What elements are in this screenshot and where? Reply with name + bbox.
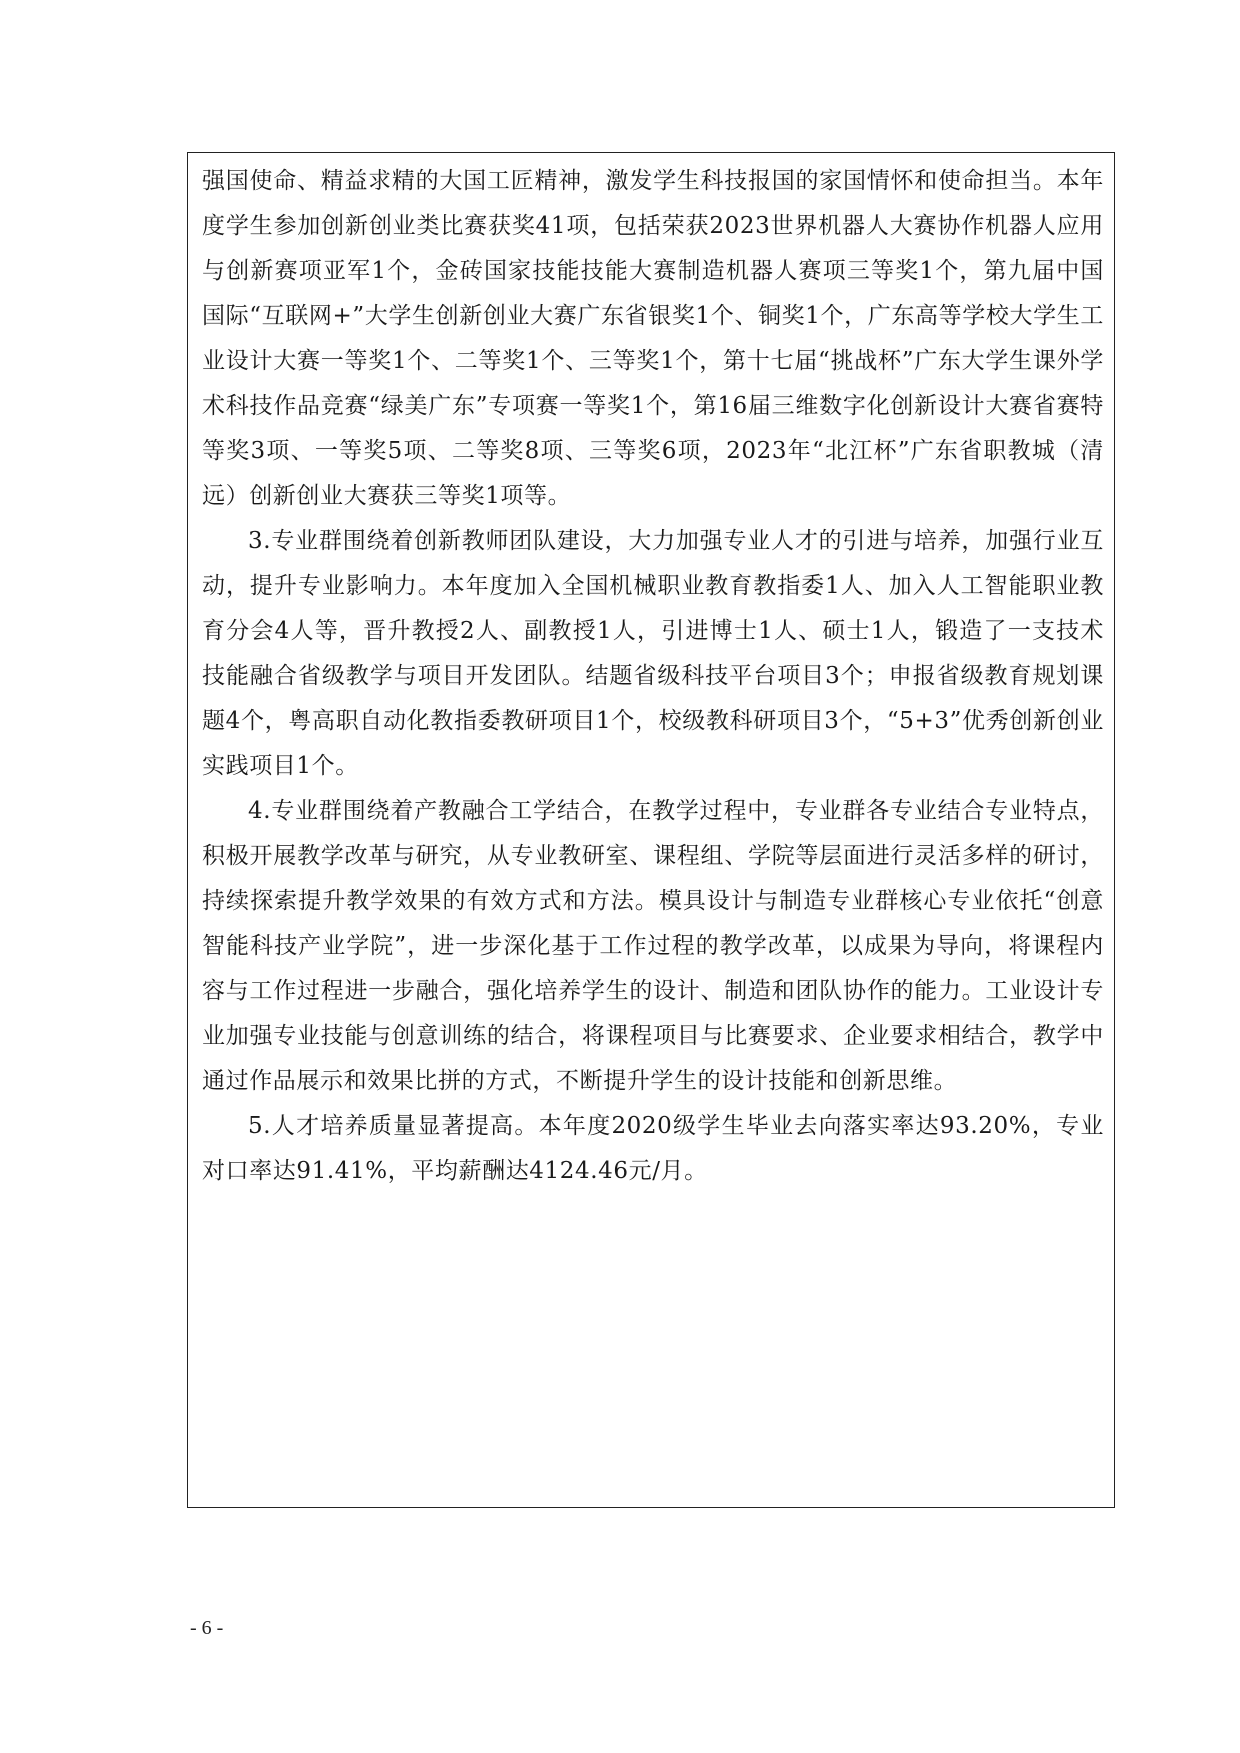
paragraph-teacher-team: 3.专业群围绕着创新教师团队建设，大力加强专业人才的引进与培养，加强行业互动，提升专业影响力。本年度加入全国机械职业教育教指委1人、加入人工智能职业教育分会4人等，晋升教授2人、副教授1人，引进博士1人、硕士1人，锻造了一支技术技能融合省级教学与项目开发团队。结题省级科技平台项目3个；申报省级教育规划课题4个，粤高职自动化教指委教研项目1个，校级教科研项目3个，“5+3”优秀创新创业实践项目1个。 bbox=[202, 528, 1104, 779]
paragraph-training-quality: 5.人才培养质量显著提高。本年度2020级学生毕业去向落实率达93.20%，专业对口率达91.41%，平均薪酬达4124.46元/月。 bbox=[202, 1113, 1104, 1184]
page-number: - 6 - bbox=[190, 1617, 224, 1639]
paragraph-industry-education: 4.专业群围绕着产教融合工学结合，在教学过程中，专业群各专业结合专业特点，积极开展教学改革与研究，从专业教研室、课程组、学院等层面进行灵活多样的研讨，持续探索提升教学效果的有效方式和方法。模具设计与制造专业群核心专业依托“创意智能科技产业学院”，进一步深化基于工作过程的教学改革，以成果为导向，将课程内容与工作过程进一步融合，强化培养学生的设计、制造和团队协作的能力。工业设计专业加强专业技能与创意训练的结合，将课程项目与比赛要求、企业要求相结合，教学中通过作品展示和效果比拼的方式，不断提升学生的设计技能和创新思维。 bbox=[202, 798, 1104, 1094]
body-text bbox=[202, 159, 1104, 1194]
content-table-cell bbox=[187, 152, 1115, 1508]
paragraph-awards: 强国使命、精益求精的大国工匠精神，激发学生科技报国的家国情怀和使命担当。本年度学生参加创新创业类比赛获奖41项，包括荣获2023世界机器人大赛协作机器人应用与创新赛项亚军1个，金砖国家技能技能大赛制造机器人赛项三等奖1个，第九届中国国际“互联网+”大学生创新创业大赛广东省银奖1个、铜奖1个，广东高等学校大学生工业设计大赛一等奖1个、二等奖1个、三等奖1个，第十七届“挑战杯”广东大学生课外学术科技作品竞赛“绿美广东”专项赛一等奖1个，第16届三维数字化创新设计大赛省赛特等奖3项、一等奖5项、二等奖8项、三等奖6项，2023年“北江杯”广东省职教城（清远）创新创业大赛获三等奖1项等。 bbox=[202, 168, 1104, 509]
